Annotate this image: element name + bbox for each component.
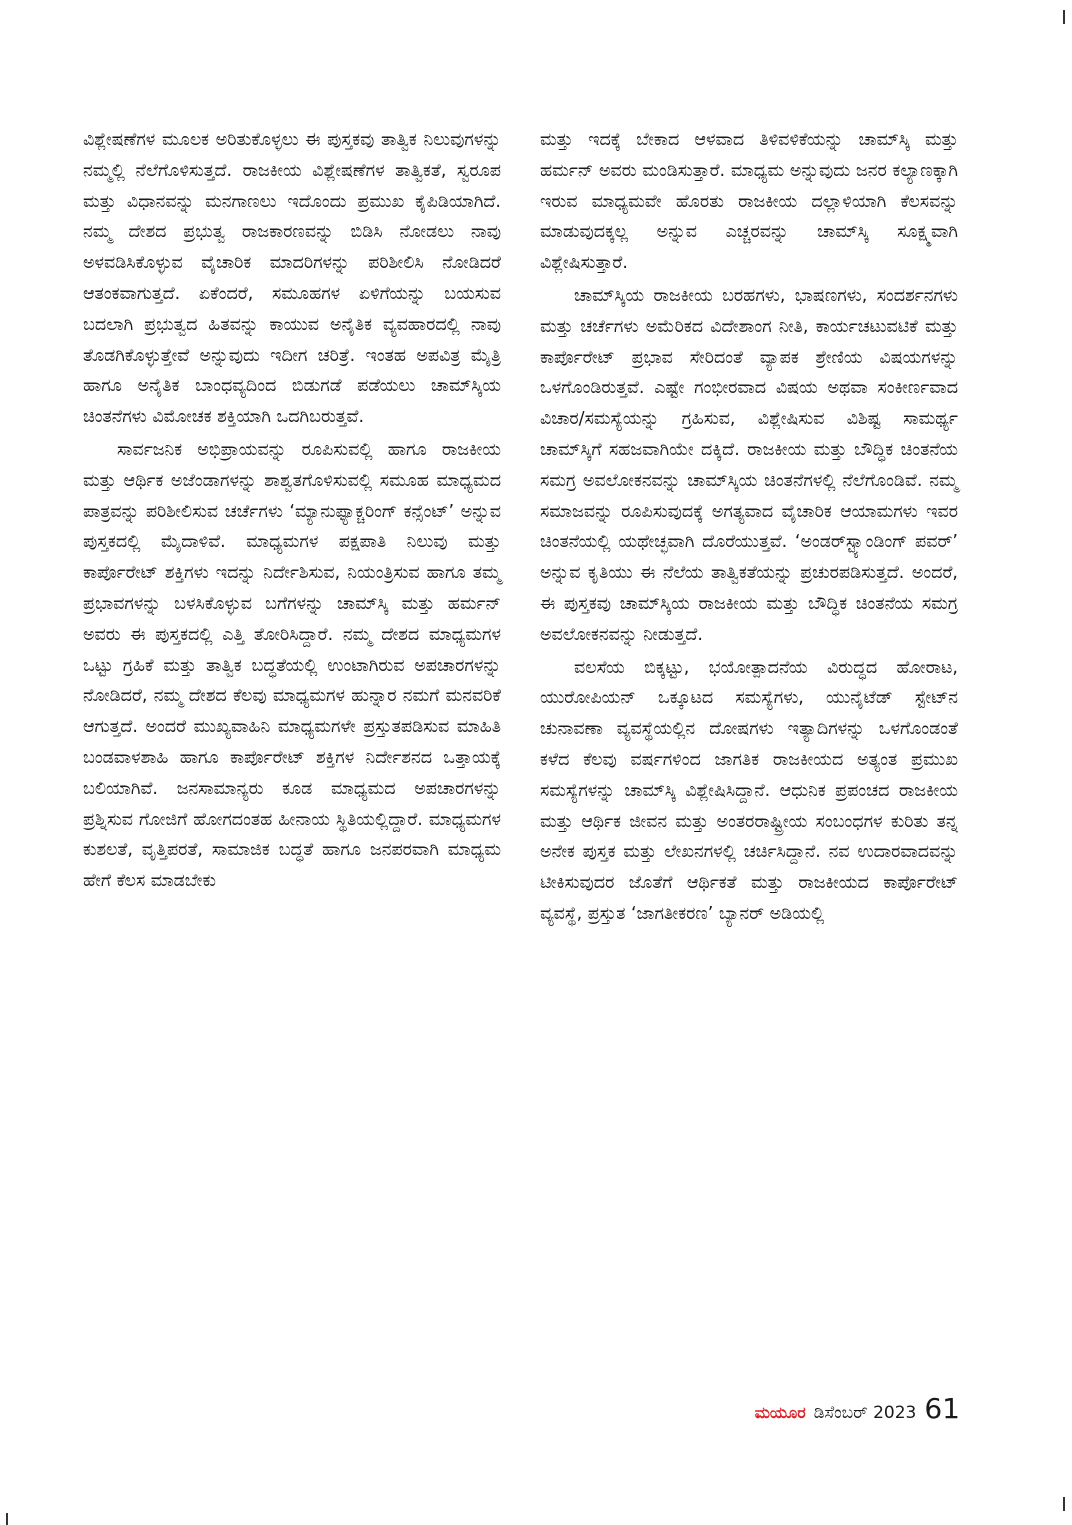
left-column <box>83 125 501 897</box>
issue-date: ಡಿಸೆಂಬರ್ 2023 <box>813 1403 917 1423</box>
crop-mark-top-right <box>1063 10 1065 24</box>
page-footer <box>755 1392 960 1425</box>
paragraph: ವಲಸೆಯ ಬಿಕ್ಕಟ್ಟು, ಭಯೋತ್ಪಾದನೆಯ ವಿರುದ್ಧದ ಹೋರಾಟ, ಯುರೋಪಿಯನ್ ಒಕ್ಕೂಟದ ಸಮಸ್ಯೆಗಳು, ಯುನೈಟೆಡ್ ಸ್ಟೇಟ್‌ನ ಚುನಾವಣಾ ವ್ಯವಸ್ಥೆಯಲ್ಲಿನ ದೋಷಗಳು ಇತ್ಯಾದಿಗಳನ್ನು ಒಳಗೊಂಡಂತೆ ಕಳೆದ ಕೆಲವು ವರ್ಷಗಳಿಂದ ಜಾಗತಿಕ ರಾಜಕೀಯದ ಅತ್ಯಂತ ಪ್ರಮುಖ ಸಮಸ್ಯೆಗಳನ್ನು ಚಾಮ್‌ಸ್ಕಿ ವಿಶ್ಲೇಷಿಸಿದ್ದಾನೆ. ಆಧುನಿಕ ಪ್ರಪಂಚದ ರಾಜಕೀಯ ಮತ್ತು ಆರ್ಥಿಕ ಜೀವನ ಮತ್ತು ಅಂತರರಾಷ್ಟ್ರೀಯ ಸಂಬಂಧಗಳ ಕುರಿತು ತನ್ನ ಅನೇಕ ಪುಸ್ತಕ ಮತ್ತು ಲೇಖನಗಳಲ್ಲಿ ಚರ್ಚಿಸಿದ್ದಾನೆ. ನವ ಉದಾರವಾದವನ್ನು ಟೀಕಿಸುವುದರ ಜೊತೆಗೆ ಆರ್ಥಿಕತೆ ಮತ್ತು ರಾಜಕೀಯದ ಕಾರ್ಪೊರೇಟ್ ವ್ಯವಸ್ಥೆ, ಪ್ರಸ್ತುತ ‘ಜಾಗತೀಕರಣ’ ಬ್ಯಾನರ್ ಅಡಿಯಲ್ಲಿ <box>540 657 958 924</box>
paragraph: ಮತ್ತು ಇದಕ್ಕೆ ಬೇಕಾದ ಆಳವಾದ ತಿಳಿವಳಿಕೆಯನ್ನು ಚಾಮ್‌ಸ್ಕಿ ಮತ್ತು ಹರ್ಮನ್ ಅವರು ಮಂಡಿಸುತ್ತಾರೆ. ಮಾಧ್ಯಮ ಅನ್ನುವುದು ಜನರ ಕಲ್ಯಾಣಕ್ಕಾಗಿ ಇರುವ ಮಾಧ್ಯಮವೇ ಹೊರತು ರಾಜಕೀಯ ದಲ್ಲಾಳಿಯಾಗಿ ಕೆಲಸವನ್ನು ಮಾಡುವುದಕ್ಕಲ್ಲ ಅನ್ನುವ ಎಚ್ಚರವನ್ನು ಚಾಮ್‌ಸ್ಕಿ ಸೂಕ್ಷ್ಮವಾಗಿ ವಿಶ್ಲೇಷಿಸುತ್ತಾರೆ. <box>540 130 958 274</box>
crop-mark-bottom-left <box>6 1513 8 1525</box>
paragraph: ಸಾರ್ವಜನಿಕ ಅಭಿಪ್ರಾಯವನ್ನು ರೂಪಿಸುವಲ್ಲಿ ಹಾಗೂ ರಾಜಕೀಯ ಮತ್ತು ಆರ್ಥಿಕ ಅಜೆಂಡಾಗಳನ್ನು ಶಾಶ್ವತಗೊಳಿಸುವಲ್ಲಿ ಸಮೂಹ ಮಾಧ್ಯಮದ ಪಾತ್ರವನ್ನು ಪರಿಶೀಲಿಸುವ ಚರ್ಚೆಗಳು ‘ಮ್ಯಾನುಫ್ಯಾಕ್ಚರಿಂಗ್ ಕನ್ಸೆಂಟ್’ ಅನ್ನುವ ಪುಸ್ತಕದಲ್ಲಿ ಮೈದಾಳಿವೆ. ಮಾಧ್ಯಮಗಳ ಪಕ್ಷಪಾತಿ ನಿಲುವು ಮತ್ತು ಕಾರ್ಪೊರೇಟ್ ಶಕ್ತಿಗಳು ಇದನ್ನು ನಿರ್ದೇಶಿಸುವ, ನಿಯಂತ್ರಿಸುವ ಹಾಗೂ ತಮ್ಮ ಪ್ರಭಾವಗಳನ್ನು ಬಳಸಿಕೊಳ್ಳುವ ಬಗೆಗಳನ್ನು ಚಾಮ್‌ಸ್ಕಿ ಮತ್ತು ಹರ್ಮನ್ ಅವರು ಈ ಪುಸ್ತಕದಲ್ಲಿ ಎತ್ತಿ ತೋರಿಸಿದ್ದಾರೆ. ನಮ್ಮ ದೇಶದ ಮಾಧ್ಯಮಗಳ ಒಟ್ಟು ಗ್ರಹಿಕೆ ಮತ್ತು ತಾತ್ವಿಕ ಬದ್ಧತೆಯಲ್ಲಿ ಉಂಟಾಗಿರುವ ಅಪಚಾರಗಳನ್ನು ನೋಡಿದರೆ, ನಮ್ಮ ದೇಶದ ಕೆಲವು ಮಾಧ್ಯಮಗಳ ಹುನ್ನಾರ ನಮಗೆ ಮನವರಿಕೆ ಆಗುತ್ತದೆ. ಅಂದರೆ ಮುಖ್ಯವಾಹಿನಿ ಮಾಧ್ಯಮಗಳೇ ಪ್ರಸ್ತುತಪಡಿಸುವ ಮಾಹಿತಿ ಬಂಡವಾಳಶಾಹಿ ಹಾಗೂ ಕಾರ್ಪೊರೇಟ್ ಶಕ್ತಿಗಳ ನಿರ್ದೇಶನದ ಒತ್ತಾಯಕ್ಕೆ ಬಲಿಯಾಗಿವೆ. ಜನಸಾಮಾನ್ಯರು ಕೂಡ ಮಾಧ್ಯಮದ ಅಪಚಾರಗಳನ್ನು ಪ್ರಶ್ನಿಸುವ ಗೋಜಿಗೆ ಹೋಗದಂತಹ ಹೀನಾಯ ಸ್ಥಿತಿಯಲ್ಲಿದ್ದಾರೆ. ಮಾಧ್ಯಮಗಳ ಕುಶಲತೆ, ವೃತ್ತಿಪರತೆ, ಸಾಮಾಜಿಕ ಬದ್ಧತೆ ಹಾಗೂ ಜನಪರವಾಗಿ ಮಾಧ್ಯಮ ಹೇಗೆ ಕೆಲಸ ಮಾಡಬೇಕು <box>83 439 501 892</box>
paragraph: ವಿಶ್ಲೇಷಣೆಗಳ ಮೂಲಕ ಅರಿತುಕೊಳ್ಳಲು ಈ ಪುಸ್ತಕವು ತಾತ್ವಿಕ ನಿಲುವುಗಳನ್ನು ನಮ್ಮಲ್ಲಿ ನೆಲೆಗೊಳಿಸುತ್ತದೆ. ರಾಜಕೀಯ ವಿಶ್ಲೇಷಣೆಗಳ ತಾತ್ವಿಕತೆ, ಸ್ವರೂಪ ಮತ್ತು ವಿಧಾನವನ್ನು ಮನಗಾಣಲು ಇದೊಂದು ಪ್ರಮುಖ ಕೈಪಿಡಿಯಾಗಿದೆ. ನಮ್ಮ ದೇಶದ ಪ್ರಭುತ್ವ ರಾಜಕಾರಣವನ್ನು ಬಿಡಿಸಿ ನೋಡಲು ನಾವು ಅಳವಡಿಸಿಕೊಳ್ಳುವ ವೈಚಾರಿಕ ಮಾದರಿಗಳನ್ನು ಪರಿಶೀಲಿಸಿ ನೋಡಿದರೆ ಆತಂಕವಾಗುತ್ತದೆ. ಏಕೆಂದರೆ, ಸಮೂಹಗಳ ಏಳಿಗೆಯನ್ನು ಬಯಸುವ ಬದಲಾಗಿ ಪ್ರಭುತ್ವದ ಹಿತವನ್ನು ಕಾಯುವ ಅನೈತಿಕ ವ್ಯವಹಾರದಲ್ಲಿ ನಾವು ತೊಡಗಿಕೊಳ್ಳುತ್ತೇವೆ ಅನ್ನುವುದು ಇದೀಗ ಚರಿತ್ರೆ. ಇಂತಹ ಅಪವಿತ್ರ ಮೈತ್ರಿ ಹಾಗೂ ಅನೈತಿಕ ಬಾಂಧವ್ಯದಿಂದ ಬಿಡುಗಡೆ ಪಡೆಯಲು ಚಾಮ್‌ಸ್ಕಿಯ ಚಿಂತನೆಗಳು ವಿಮೋಚಕ ಶಕ್ತಿಯಾಗಿ ಒದಗಿಬರುತ್ತವೆ. <box>83 130 501 428</box>
crop-mark-bottom-right <box>1063 1497 1065 1511</box>
paragraph: ಚಾಮ್‌ಸ್ಕಿಯ ರಾಜಕೀಯ ಬರಹಗಳು, ಭಾಷಣಗಳು, ಸಂದರ್ಶನಗಳು ಮತ್ತು ಚರ್ಚೆಗಳು ಅಮೆರಿಕದ ವಿದೇಶಾಂಗ ನೀತಿ, ಕಾರ್ಯಚಟುವಟಿಕೆ ಮತ್ತು ಕಾರ್ಪೊರೇಟ್ ಪ್ರಭಾವ ಸೇರಿದಂತೆ ವ್ಯಾಪಕ ಶ್ರೇಣಿಯ ವಿಷಯಗಳನ್ನು ಒಳಗೊಂಡಿರುತ್ತವೆ. ಎಷ್ಟೇ ಗಂಭೀರವಾದ ವಿಷಯ ಅಥವಾ ಸಂಕೀರ್ಣವಾದ ವಿಚಾರ/ಸಮಸ್ಯೆಯನ್ನು ಗ್ರಹಿಸುವ, ವಿಶ್ಲೇಷಿಸುವ ವಿಶಿಷ್ಟ ಸಾಮರ್ಥ್ಯ ಚಾಮ್‌ಸ್ಕಿಗೆ ಸಹಜವಾಗಿಯೇ ದಕ್ಕಿದೆ. ರಾಜಕೀಯ ಮತ್ತು ಬೌದ್ಧಿಕ ಚಿಂತನೆಯ ಸಮಗ್ರ ಅವಲೋಕನವನ್ನು ಚಾಮ್‌ಸ್ಕಿಯ ಚಿಂತನೆಗಳಲ್ಲಿ ನೆಲೆಗೊಂಡಿವೆ. ನಮ್ಮ ಸಮಾಜವನ್ನು ರೂಪಿಸುವುದಕ್ಕೆ ಅಗತ್ಯವಾದ ವೈಚಾರಿಕ ಆಯಾಮಗಳು ಇವರ ಚಿಂತನೆಯಲ್ಲಿ ಯಥೇಚ್ಛವಾಗಿ ದೊರೆಯುತ್ತವೆ. ‘ಅಂಡರ್‌ಸ್ಟ್ಯಾಂಡಿಂಗ್ ಪವರ್’ ಅನ್ನುವ ಕೃತಿಯು ಈ ನೆಲೆಯ ತಾತ್ವಿಕತೆಯನ್ನು ಪ್ರಚುರಪಡಿಸುತ್ತದೆ. ಅಂದರೆ, ಈ ಪುಸ್ತಕವು ಚಾಮ್‌ಸ್ಕಿಯ ರಾಜಕೀಯ ಮತ್ತು ಬೌದ್ಧಿಕ ಚಿಂತನೆಯ ಸಮಗ್ರ ಅವಲೋಕನವನ್ನು ನೀಡುತ್ತದೆ. <box>540 285 958 645</box>
page-number: 61 <box>924 1392 960 1425</box>
magazine-logo: ಮಯೂರ <box>754 1403 806 1422</box>
right-column <box>540 125 958 930</box>
